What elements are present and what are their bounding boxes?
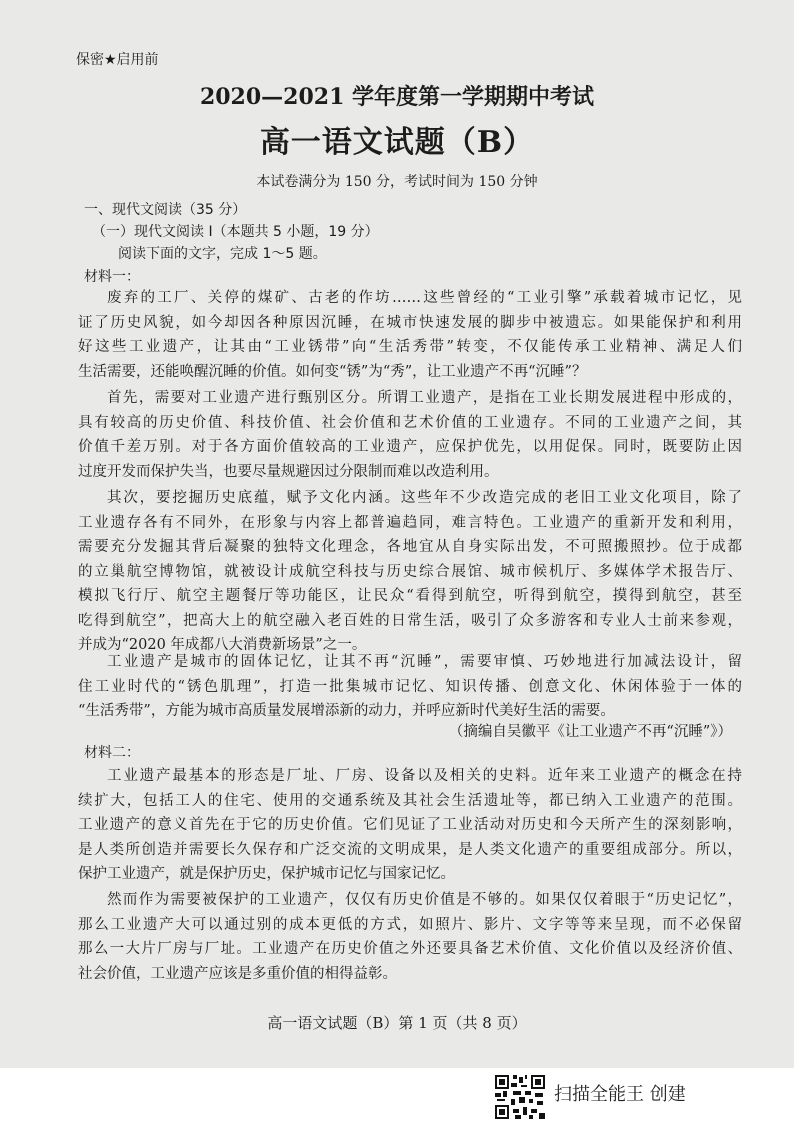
text-line: 保护工业遗产，就是保护历史，保护城市记忆与国家记忆。 [78, 866, 455, 882]
text-line: 然而作为需要被保护的工业遗产，仅仅有历史价值是不够的。如果仅仅着眼于“历史记忆”， [107, 892, 742, 908]
material-two-paragraph-2 [78, 888, 742, 986]
text-line: 住工业时代的“锈色肌理”，打造一批集城市记忆、知识传播、创意文化、休闲体验于一体的 [78, 678, 742, 695]
text-line: 的立巢航空博物馆，就被设计成航空科技与历史综合展馆、城市候机厅、多媒体学术报告厅、 [78, 563, 742, 580]
text-line: 需要充分发掘其背后凝聚的独特文化理念，各地宜从自身实际出发，不可照搬照抄。位于成都 [78, 539, 742, 555]
page-footer: 高一语文试题（B）第 1 页（共 8 页） [267, 1014, 527, 1032]
source-citation: （摘编自吴徽平《让工业遗产不再“沉睡”》） [448, 724, 732, 740]
text-line: 那么工业遗产大可以通过别的成本更低的方式，如照片、影片、文字等等来呈现，而不必保留 [78, 916, 742, 933]
material-two-label: 材料二： [84, 745, 140, 761]
text-line: 并成为“2020 年成都八大消费新场景”之一。 [78, 637, 367, 653]
confidential-mark: 保密★启用前 [76, 52, 159, 68]
text-line: 工业遗产的意义首先在于它的历史价值。它们见证了工业活动对历史和今天所产生的深刻影响， [78, 817, 742, 833]
text-line: 续扩大，包括工人的住宅、使用的交通系统及其社会生活遗址等，都已纳入工业遗产的范围。 [78, 792, 742, 809]
material-one-paragraph-1 [78, 286, 742, 384]
text-line: 首先，需要对工业遗产进行甄别区分。所谓工业遗产，是指在工业长期发展进程中形成的， [107, 390, 742, 406]
text-line: 工业遗存各有不同外，在形象与内容上都普遍趋同，难言特色。工业遗产的重新开发和利用， [78, 514, 742, 531]
text-line: 是人类所创造并需要长久保存和广泛交流的文明成果，是人类文化遗产的重要组成部分。所以， [78, 841, 742, 858]
text-line: 工业遗产最基本的形态是厂址、厂房、设备以及相关的史料。近年来工业遗产的概念在持 [107, 768, 742, 784]
text-line: 好这些工业遗产，让其由“工业锈带”向“生活秀带”转变，不仅能传承工业精神、满足人们 [78, 339, 742, 355]
material-one-paragraph-4 [78, 650, 742, 724]
qr-code-icon [495, 1075, 545, 1119]
text-line: 过度开发而保护失当，也要尽量规避因过分限制而难以改造利用。 [78, 463, 499, 480]
text-line: 生活需要，还能唤醒沉睡的价值。如何变“锈”为“秀”，让工业遗产不再“沉睡”？ [78, 363, 587, 380]
text-line: “生活秀带”，方能为城市高质量发展增添新的动力，并呼应新时代美好生活的需要。 [78, 703, 615, 719]
text-line: 价值千差万别。对于各方面价值较高的工业遗产，应保护优先，以用促保。同时，既要防止因 [78, 439, 742, 455]
exam-title: 2020—2021 学年度第一学期期中考试 [199, 84, 595, 110]
section-title: 一、现代文阅读（35 分） [84, 202, 247, 218]
material-two-paragraph-1 [78, 764, 742, 887]
text-line: 其次，要挖掘历史底蕴，赋予文化内涵。这些年不少改造完成的老旧工业文化项目，除了 [107, 490, 742, 506]
text-line: 具有较高的历史价值、科技价值、社会价值和艺术价值的工业遗存。不同的工业遗产之间，其 [78, 414, 742, 431]
subsection-title: （一）现代文阅读 Ⅰ（本题共 5 小题，19 分） [92, 224, 379, 240]
subject-title: 高一语文试题（B） [259, 125, 535, 160]
material-one-paragraph-3 [78, 486, 742, 658]
text-line: 证了历史风貌，如今却因各种原因沉睡，在城市快速发展的脚步中被遗忘。如果能保护和利用 [78, 314, 742, 331]
text-line: 模拟飞行厅、航空主题餐厅等功能区，让民众“看得到航空，听得到航空，摸得到航空，甚至 [78, 588, 742, 604]
text-line: 废弃的工厂、关停的煤矿、古老的作坊……这些曾经的“工业引擎”承载着城市记忆，见 [107, 290, 742, 306]
exam-info: 本试卷满分为 150 分，考试时间为 150 分钟 [256, 174, 538, 190]
scanner-brand: 扫描全能王 创建 [554, 1084, 686, 1105]
text-line: 那么一大片厂房与厂址。工业遗产在历史价值之外还要具备艺术价值、文化价值以及经济价值、 [78, 941, 742, 957]
material-one-paragraph-2 [78, 386, 742, 484]
material-one-label: 材料一： [84, 269, 140, 285]
text-line: 社会价值，工业遗产应该是多重价值的相得益彰。 [78, 965, 397, 982]
instruction: 阅读下面的文字，完成 1～5 题。 [118, 246, 327, 262]
text-line: 吃得到航空”，把高大上的航空融入老百姓的日常生活，吸引了众多游客和专业人士前来参观， [78, 612, 742, 629]
text-line: 工业遗产是城市的固体记忆，让其不再“沉睡”，需要审慎、巧妙地进行加减法设计，留 [107, 654, 742, 670]
